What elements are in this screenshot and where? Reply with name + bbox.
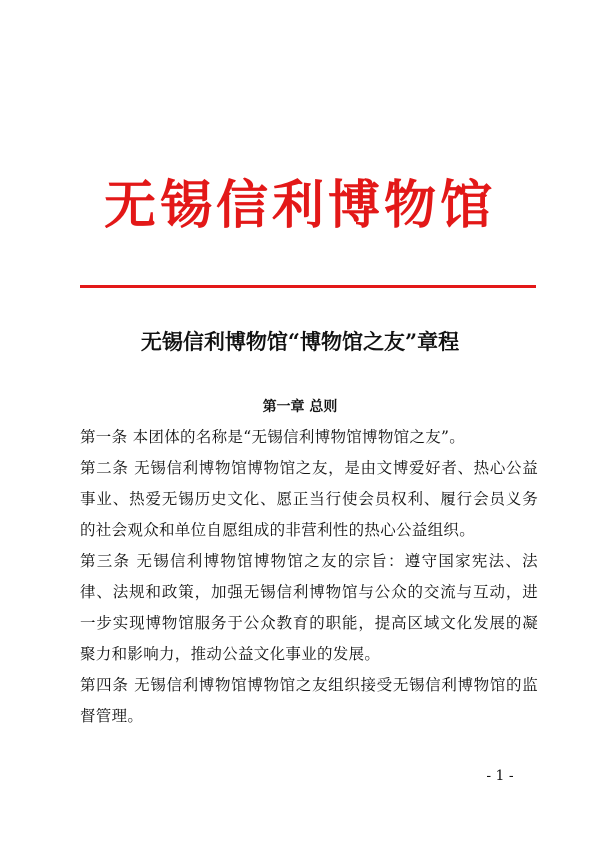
red-divider-rule: [80, 285, 536, 288]
masthead-title: 无锡信利博物馆: [103, 175, 496, 236]
article-paragraph: 第二条 无锡信利博物馆博物馆之友，是由文博爱好者、热心公益事业、热爱无锡历史文化、愿正当行使会员权利、履行会员义务的社会观众和单位自愿组成的非营利性的热心公益组织。: [80, 459, 538, 539]
document-body: [80, 422, 538, 732]
article-paragraph: 第四条 无锡信利博物馆博物馆之友组织接受无锡信利博物馆的监督管理。: [80, 676, 538, 725]
document-title: 无锡信利博物馆“博物馆之友”章程: [140, 329, 460, 354]
article-paragraph: 第一条 本团体的名称是“无锡信利博物馆博物馆之友”。: [80, 428, 466, 446]
chapter-heading: 第一章 总则: [262, 399, 338, 415]
page-number: - 1 -: [486, 768, 514, 784]
article-paragraph: 第三条 无锡信利博物馆博物馆之友的宗旨：遵守国家宪法、法律、法规和政策，加强无锡信利博物馆与公众的交流与互动，进一步实现博物馆服务于公众教育的职能，提高区域文化发展的凝聚力和影响力，推动公益文化事业的发展。: [80, 552, 538, 663]
